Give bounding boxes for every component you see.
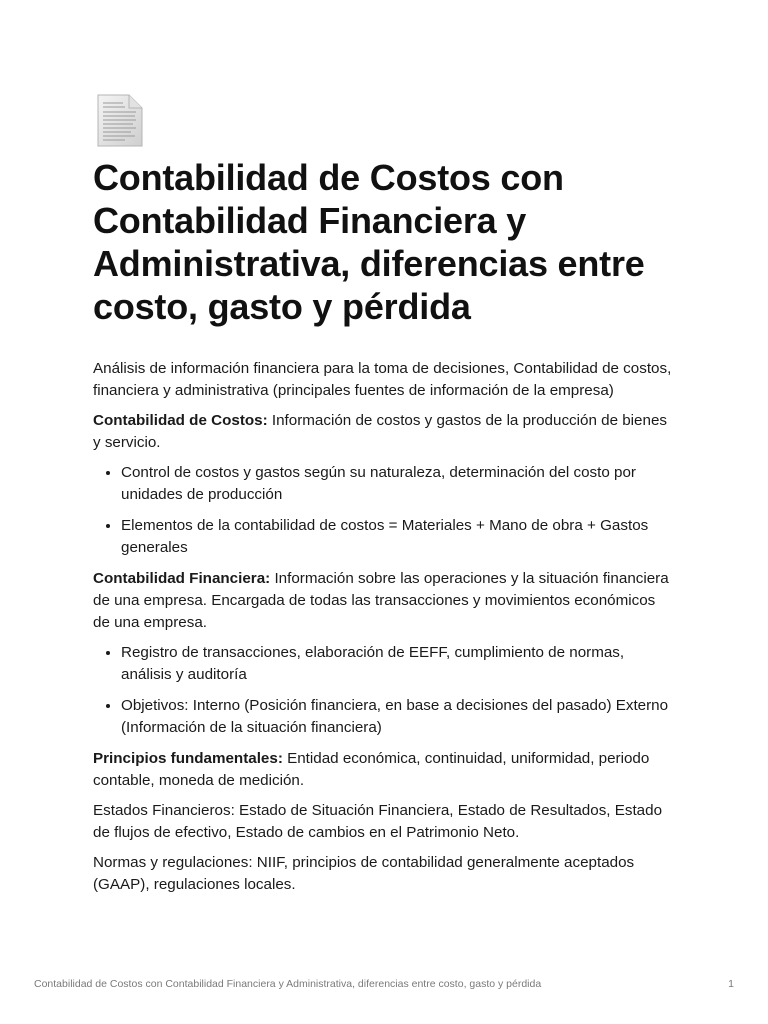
costos-list: [93, 462, 673, 559]
list-item: • Elementos de la contabilidad de costos = Materiales + Mano de obra + Gastos generales: [121, 515, 673, 559]
principios-text: Entidad económica, continuidad, uniformidad, periodo contable, moneda de medición.: [93, 750, 650, 789]
financiera-label: Contabilidad Financiera:: [93, 570, 271, 587]
estados-paragraph: Estados Financieros: Estado de Situación Financiera, Estado de Resultados, Estado de flujos de efectivo, Estado de cambios en el Patrimonio Neto.: [93, 802, 663, 841]
document-icon: [95, 94, 145, 148]
principios-label: Principios fundamentales:: [93, 750, 283, 767]
costos-paragraph: [93, 410, 673, 454]
normas-paragraph: Normas y regulaciones: NIIF, principios de contabilidad generalmente aceptados (GAAP), regulaciones locales.: [93, 854, 635, 893]
financiera-paragraph: [93, 568, 673, 634]
document-body: [93, 358, 673, 896]
document-page: [93, 94, 673, 904]
page-footer: [34, 978, 734, 990]
page-number: 1: [728, 978, 734, 990]
list-item: • Control de costos y gastos según su naturaleza, determinación del costo por unidades de producción: [121, 462, 673, 506]
intro-paragraph: Análisis de información financiera para la toma de decisiones, Contabilidad de costos, financiera y administrativa (principales fuentes de información de la empresa): [93, 360, 672, 399]
page-title: Contabilidad de Costos con Contabilidad Financiera y Administrativa, diferencias entre costo, gasto y pérdida: [93, 157, 645, 327]
financiera-list: [93, 642, 673, 739]
costos-label: Contabilidad de Costos:: [93, 412, 268, 429]
principios-paragraph: [93, 748, 673, 792]
costos-text: Información de costos y gastos de la producción de bienes y servicio.: [93, 412, 667, 451]
financiera-text: Información sobre las operaciones y la situación financiera de una empresa. Encargada de todas las transacciones y movimientos económicos de una empresa.: [93, 570, 669, 631]
list-item: • Registro de transacciones, elaboración de EEFF, cumplimiento de normas, análisis y auditoría: [121, 642, 673, 686]
footer-title: Contabilidad de Costos con Contabilidad Financiera y Administrativa, diferencias entre costo, gasto y pérdida: [34, 978, 542, 990]
list-item: • Objetivos: Interno (Posición financiera, en base a decisiones del pasado) Externo (Información de la situación financiera): [121, 695, 673, 739]
